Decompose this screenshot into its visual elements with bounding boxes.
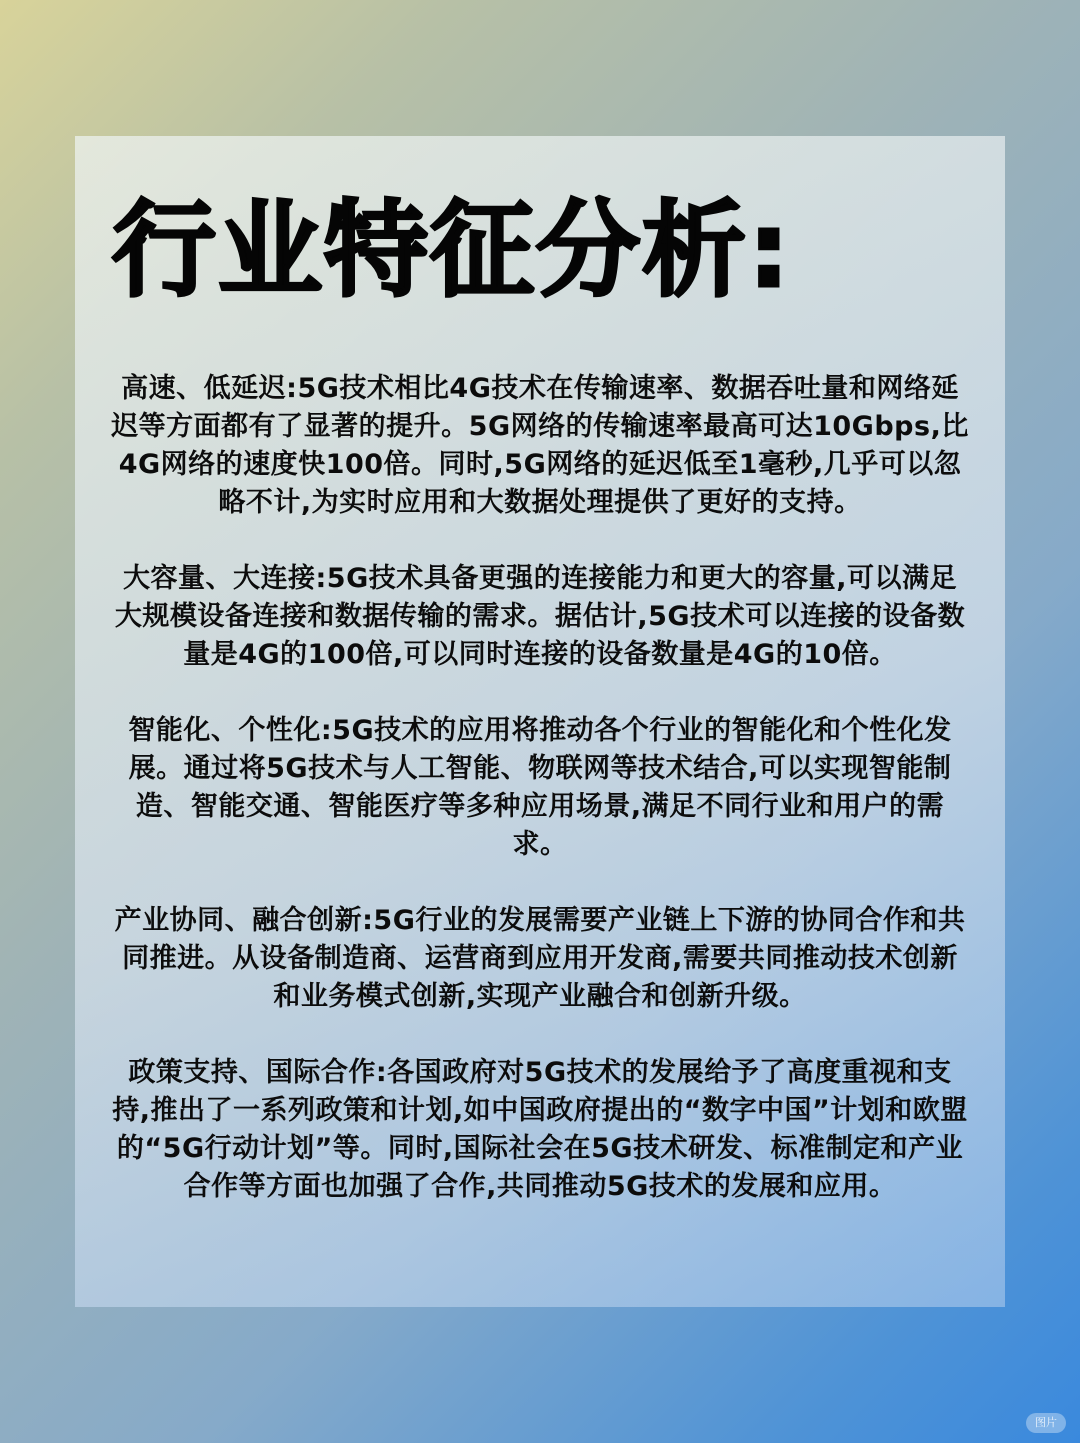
section-capacity: [110, 560, 970, 674]
section-industry-synergy: [110, 902, 970, 1016]
page-title: 行业特征分析:: [112, 189, 792, 311]
section-high-speed: [110, 370, 970, 522]
watermark-badge: 图片: [1026, 1413, 1066, 1433]
section-text: 5G技术的应用将推动各个行业的智能化和个性化发展。通过将5G技术与人工智能、物联网等技术结合,可以实现智能制造、智能交通、智能医疗等多种应用场景,满足不同行业和用户的需求。: [128, 715, 952, 860]
section-policy-support: [110, 1054, 970, 1206]
section-intelligence: [110, 712, 970, 864]
section-text: 5G技术具备更强的连接能力和更大的容量,可以满足大规模设备连接和数据传输的需求。据估计,5G技术可以连接的设备数量是4G的100倍,可以同时连接的设备数量是4G的10倍。: [114, 563, 966, 670]
section-heading: 高速、低延迟:: [121, 373, 298, 404]
section-heading: 产业协同、融合创新:: [114, 905, 374, 936]
section-text: 5G行业的发展需要产业链上下游的协同合作和共同推进。从设备制造商、运营商到应用开发商,需要共同推动技术创新和业务模式创新,实现产业融合和创新升级。: [122, 905, 966, 1012]
section-heading: 政策支持、国际合作:: [128, 1057, 388, 1088]
section-text: 5G技术相比4G技术在传输速率、数据吞吐量和网络延迟等方面都有了显著的提升。5G网络的传输速率最高可达10Gbps,比4G网络的速度快100倍。同时,5G网络的延迟低至1毫秒,几乎可以忽略不计,为实时应用和大数据处理提供了更好的支持。: [111, 373, 969, 518]
section-heading: 智能化、个性化:: [128, 715, 333, 746]
section-text: 各国政府对5G技术的发展给予了高度重视和支持,推出了一系列政策和计划,如中国政府提出的“数字中国”计划和欧盟的“5G行动计划”等。同时,国际社会在5G技术研发、标准制定和产业合作等方面也加强了合作,共同推动5G技术的发展和应用。: [112, 1057, 968, 1202]
body-text: [110, 370, 970, 1244]
section-heading: 大容量、大连接:: [122, 563, 327, 594]
